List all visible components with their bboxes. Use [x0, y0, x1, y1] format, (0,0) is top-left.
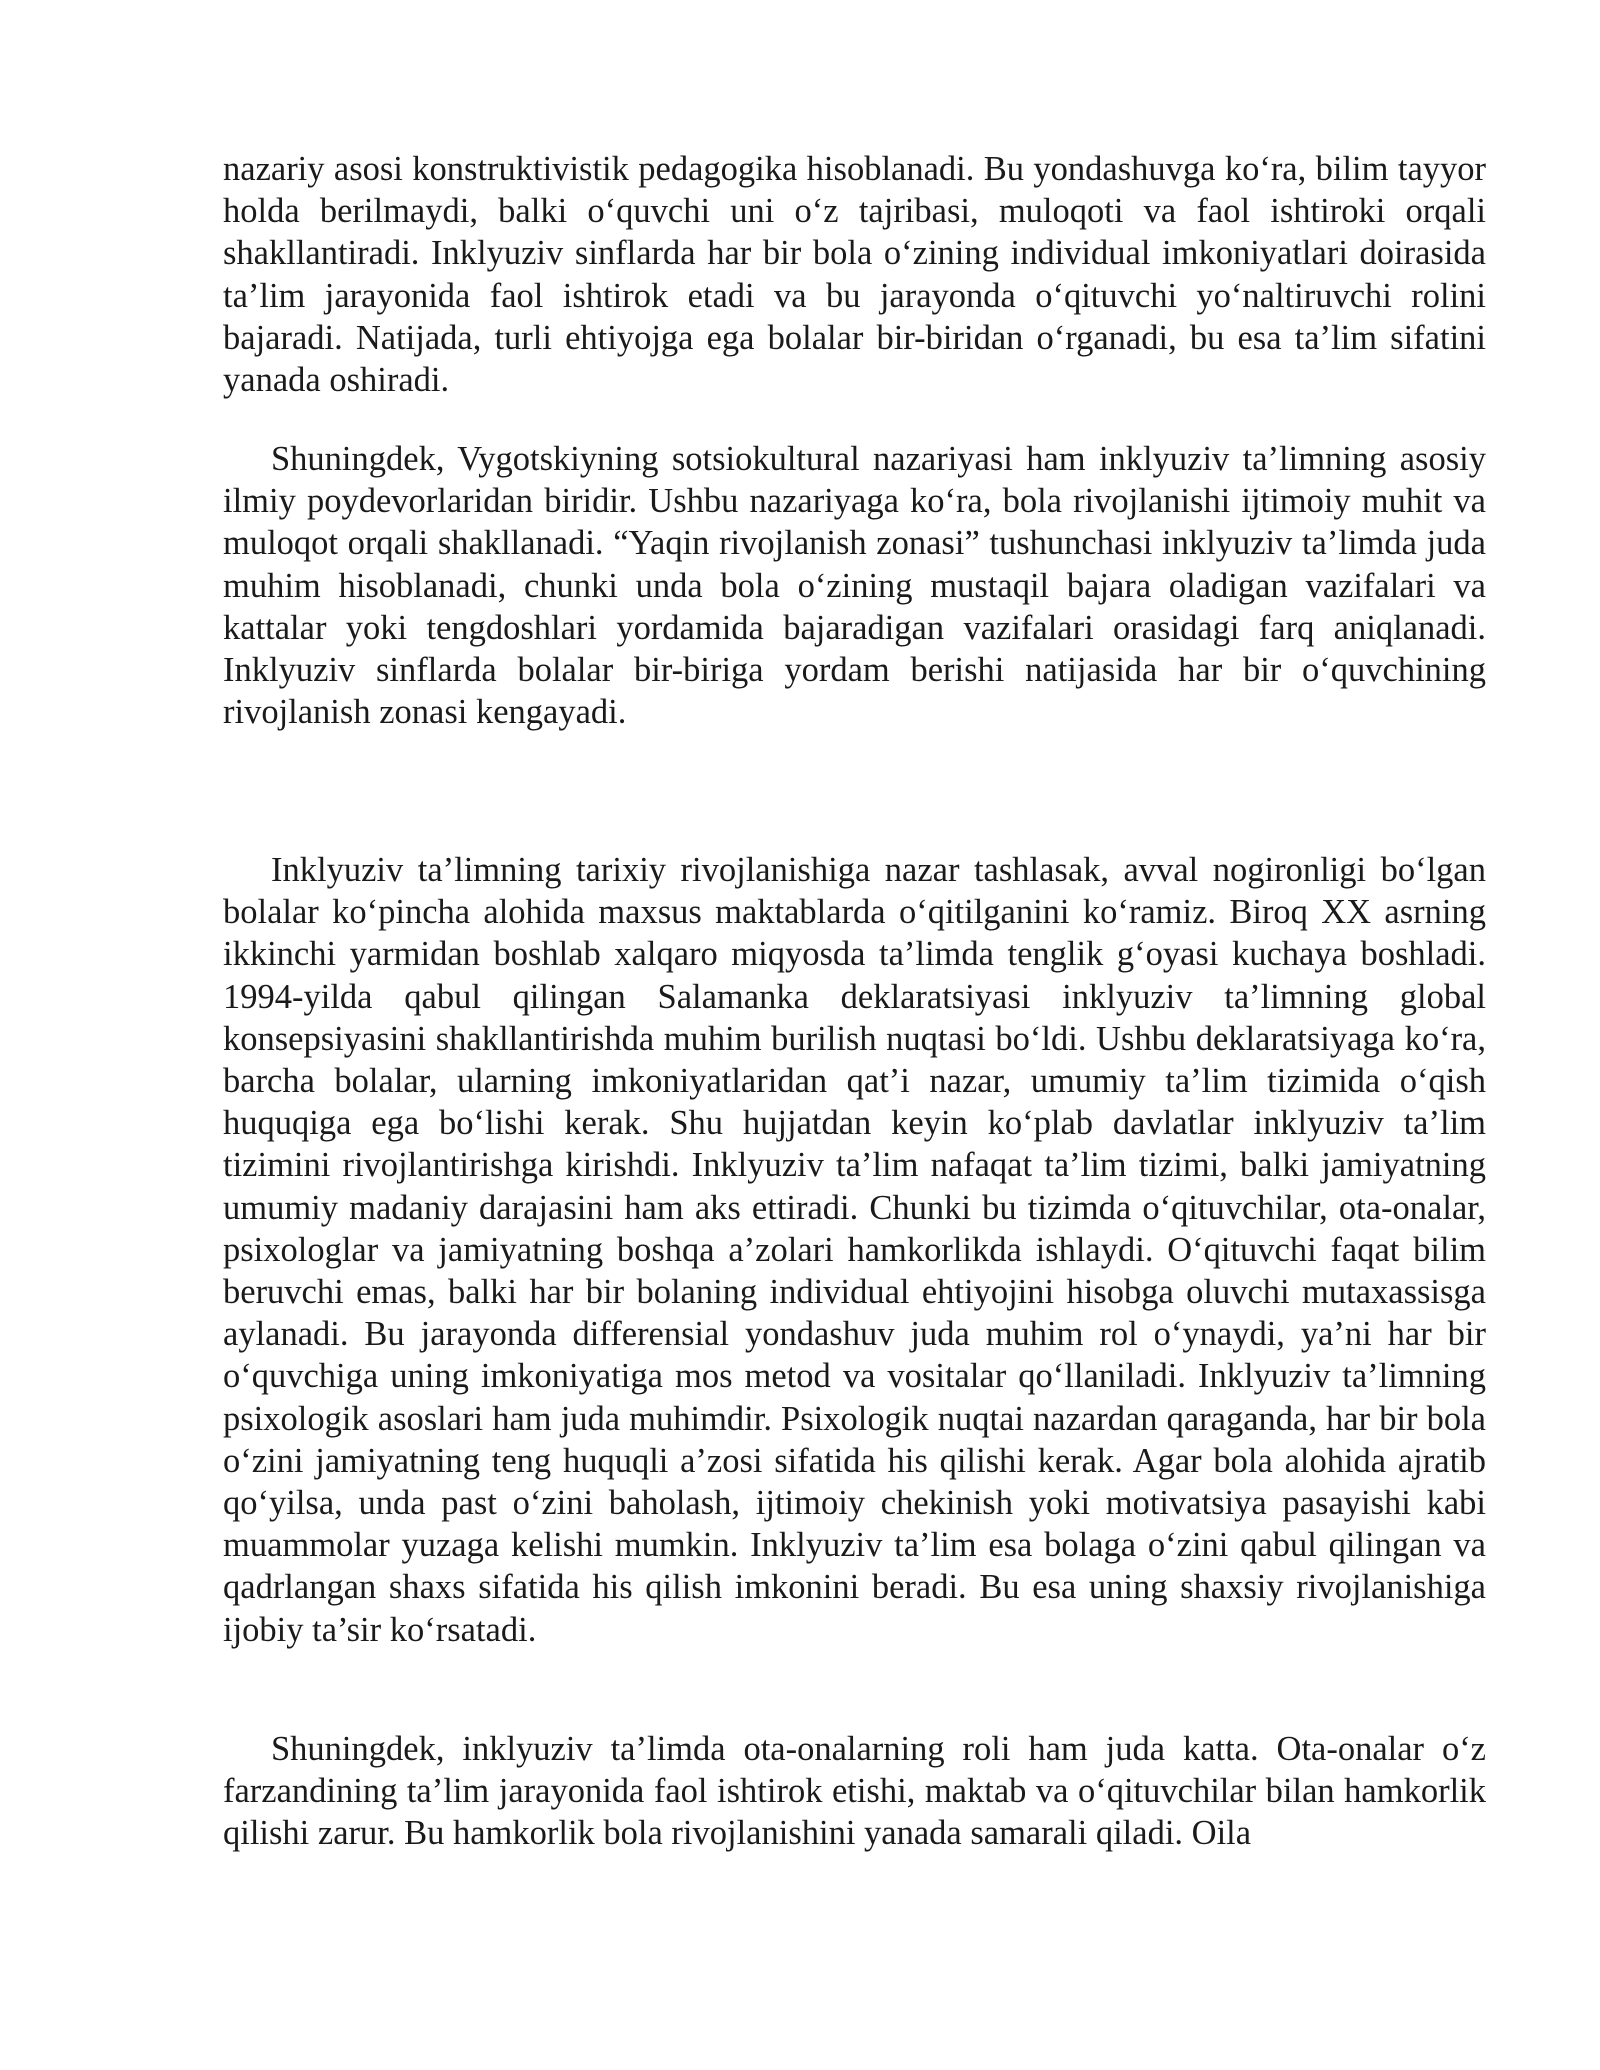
paragraph-4: Shuningdek, inklyuziv ta’limda ota-onalarning roli ham juda katta. Ota-onalar o‘z farzandining ta’lim jarayonida faol ishtirok etishi, maktab va o‘qituvchilar bilan hamkorlik qilishi zarur. Bu hamkorlik bola rivojlanishini yanada samarali qiladi. Oila — [223, 1730, 1486, 1853]
paragraph-3: Inklyuziv ta’limning tarixiy rivojlanishiga nazar tashlasak, avval nogironligi bo‘lgan bolalar ko‘pincha alohida maxsus maktablarda o‘qitilganini ko‘ramiz. Biroq XX asrning ikkinchi yarmidan boshlab xalqaro miqyosda ta’limda tenglik g‘oyasi kuchaya boshladi. 1994-yilda qabul qilingan Salamanka deklaratsiyasi inklyuziv ta’limning global konsepsiyasini shakllantirishda muhim burilish nuqtasi bo‘ldi. Ushbu deklaratsiyaga ko‘ra, barcha bolalar, ularning imkoniyatlaridan qat’i nazar, umumiy ta’lim tizimida o‘qish huquqiga ega bo‘lishi kerak. Shu hujjatdan keyin ko‘plab davlatlar inklyuziv ta’lim tizimini rivojlantirishga kirishdi. Inklyuziv ta’lim nafaqat ta’lim tizimi, balki jamiyatning umumiy madaniy darajasini ham aks ettiradi. Chunki bu tizimda o‘qituvchilar, ota-onalar, psixologlar va jamiyatning boshqa a’zolari hamkorlikda ishlaydi. O‘qituvchi faqat bilim beruvchi emas, balki har bir bolaning individual ehtiyojini hisobga oluvchi mutaxassisga aylanadi. Bu jarayonda differensial yondashuv juda muhim rol o‘ynaydi, ya’ni har bir o‘quvchiga uning imkoniyatiga mos metod va vositalar qo‘llaniladi. Inklyuziv ta’limning psixologik asoslari ham juda muhimdir. Psixologik nuqtai nazardan qaraganda, har bir bola o‘zini jamiyatning teng huquqli a’zosi sifatida his qilishi kerak. Agar bola alohida ajratib qo‘yilsa, unda past o‘zini baholash, ijtimoiy chekinish yoki motivatsiya pasayishi kabi muammolar yuzaga kelishi mumkin. Inklyuziv ta’lim esa bolaga o‘zini qabul qilingan va qadrlangan shaxs sifatida his qilish imkonini beradi. Bu esa uning shaxsiy rivojlanishiga ijobiy ta’sir ko‘rsatadi. — [223, 851, 1486, 1649]
paragraph-2: Shuningdek, Vygotskiyning sotsiokultural nazariyasi ham inklyuziv ta’limning asosiy ilmiy poydevorlaridan biridir. Ushbu nazariyaga ko‘ra, bola rivojlanishi ijtimoiy muhit va muloqot orqali shakllanadi. “Yaqin rivojlanish zonasi” tushunchasi inklyuziv ta’limda juda muhim hisoblanadi, chunki unda bola o‘zining mustaqil bajara oladigan vazifalari va kattalar yoki tengdoshlari yordamida bajaradigan vazifalari orasidagi farq aniqlanadi. Inklyuziv sinflarda bolalar bir-biriga yordam berishi natijasida har bir o‘quvchining rivojlanish zonasi kengayadi. — [223, 440, 1486, 732]
paragraph-1: nazariy asosi konstruktivistik pedagogika hisoblanadi. Bu yondashuvga ko‘ra, bilim tayyor holda berilmaydi, balki o‘quvchi uni o‘z tajribasi, muloqoti va faol ishtiroki orqali shakllantiradi. Inklyuziv sinflarda har bir bola o‘zining individual imkoniyatlari doirasida ta’lim jarayonida faol ishtirok etadi va bu jarayonda o‘qituvchi yo‘naltiruvchi rolini bajaradi. Natijada, turli ehtiyojga ega bolalar bir-biridan o‘rganadi, bu esa ta’lim sifatini yanada oshiradi. — [223, 150, 1486, 400]
